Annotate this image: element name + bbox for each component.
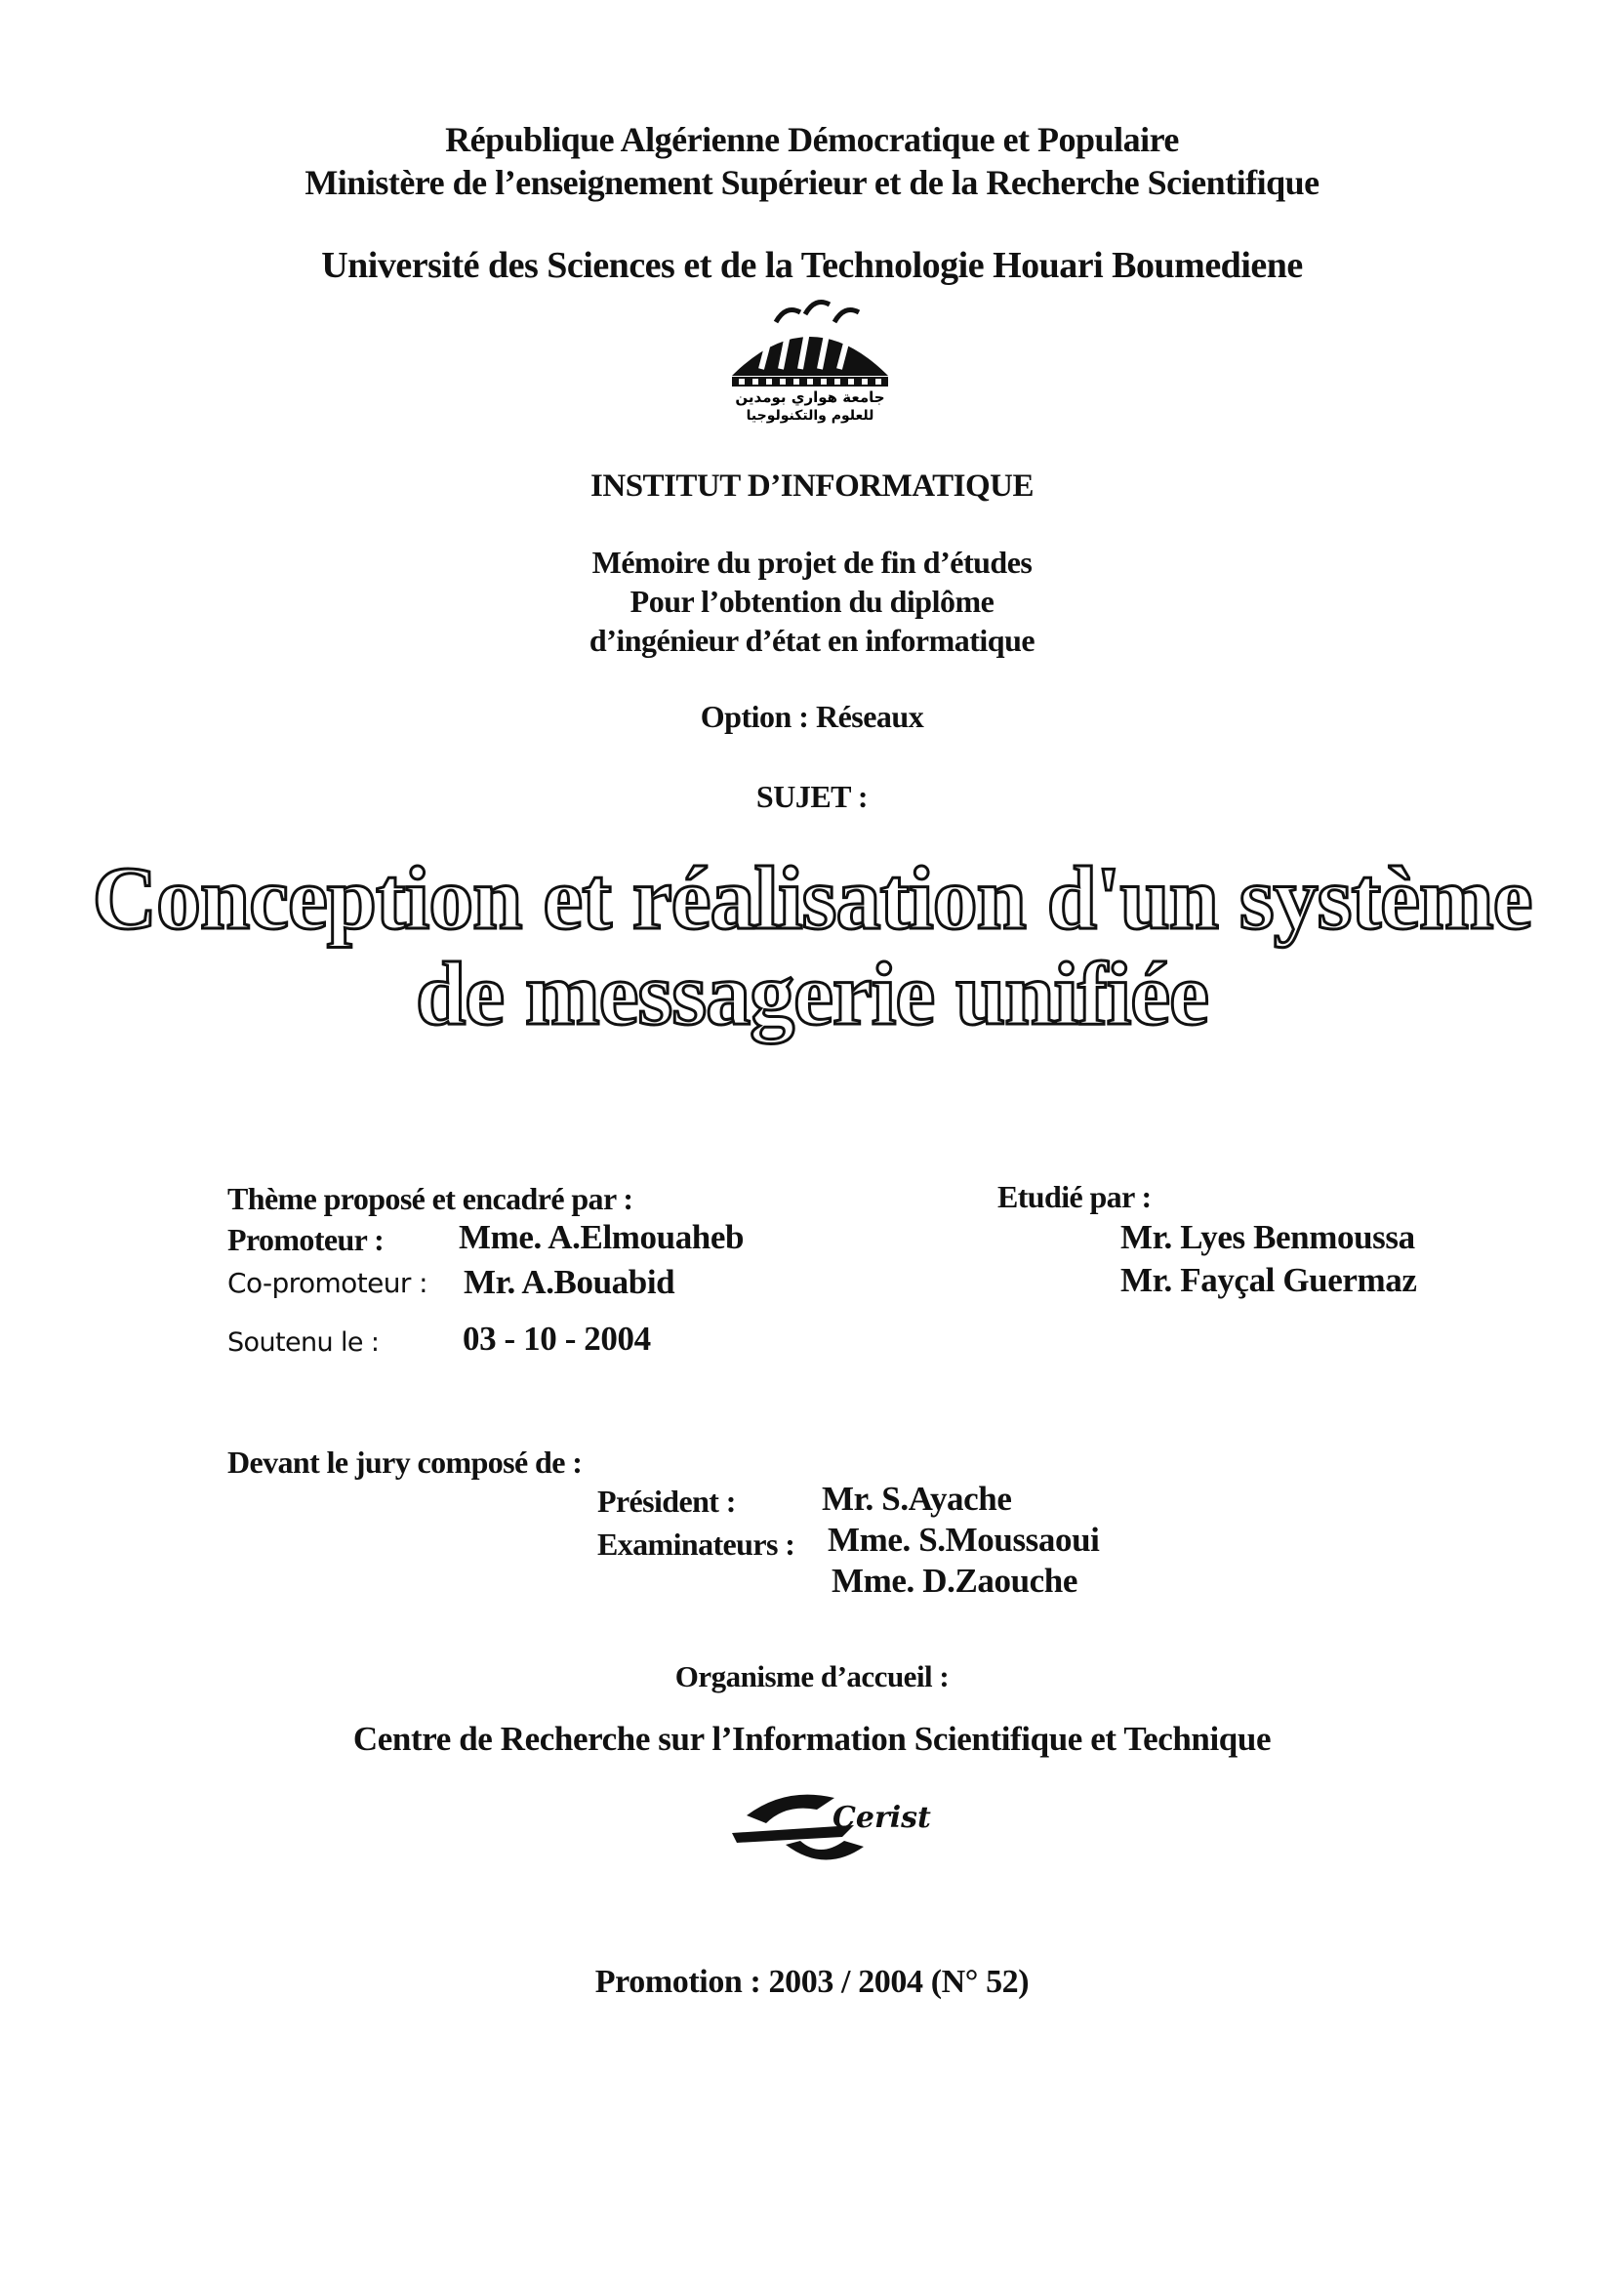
theme-label: Thème proposé et encadré par :	[227, 1181, 633, 1216]
thesis-title-line2: de messagerie unifiée	[416, 944, 1208, 1043]
examinateurs-label: Examinateurs :	[597, 1527, 795, 1562]
svg-text:Cerist: Cerist	[832, 1801, 931, 1835]
header-republic: République Algérienne Démocratique et Populaire	[445, 120, 1179, 159]
header-university: Université des Sciences et de la Technologie Houari Boumediene	[321, 245, 1303, 286]
soutenu-label: Soutenu le :	[227, 1327, 380, 1358]
svg-text:جامعة هواري بومدين: جامعة هواري بومدين	[735, 388, 885, 406]
option-label: Option : Réseaux	[700, 699, 924, 734]
jury-label: Devant le jury composé de :	[227, 1445, 583, 1480]
memoire-line1: Mémoire du projet de fin d’études	[591, 545, 1033, 580]
sujet-label: SUJET :	[755, 779, 869, 814]
svg-text:للعلوم والتكنولوجيا: للعلوم والتكنولوجيا	[746, 408, 874, 424]
copromoteur-name: Mr. A.Bouabid	[464, 1263, 675, 1301]
promoteur-label: Promoteur :	[227, 1222, 385, 1257]
accueil-name: Centre de Recherche sur l’Information Scientifique et Technique	[352, 1720, 1272, 1758]
header-ministry: Ministère de l’enseignement Supérieur et de la Recherche Scientifique	[304, 163, 1320, 202]
etudie-label: Etudié par :	[997, 1179, 1152, 1214]
president-label: Président :	[597, 1484, 736, 1519]
soutenu-date: 03 - 10 - 2004	[463, 1320, 651, 1358]
examinateur-1: Mme. S.Moussaoui	[828, 1521, 1100, 1559]
promotion-line: Promotion : 2003 / 2004 (N° 52)	[594, 1964, 1030, 2000]
president-name: Mr. S.Ayache	[822, 1480, 1012, 1518]
thesis-title-line1: Conception et réalisation d'un système	[92, 848, 1532, 948]
accueil-label: Organisme d’accueil :	[674, 1659, 950, 1693]
promoteur-name: Mme. A.Elmouaheb	[459, 1218, 745, 1256]
examinateur-2: Mme. D.Zaouche	[832, 1562, 1077, 1600]
usthb-logo-icon	[717, 293, 903, 425]
cerist-logo-icon	[727, 1776, 952, 1874]
memoire-line3: d’ingénieur d’état en informatique	[589, 623, 1035, 658]
institute-name: INSTITUT D’INFORMATIQUE	[590, 468, 1034, 504]
copromoteur-label: Co-promoteur :	[227, 1267, 427, 1299]
memoire-line2: Pour l’obtention du diplôme	[629, 584, 995, 619]
student-1: Mr. Lyes Benmoussa	[1120, 1218, 1415, 1256]
student-2: Mr. Fayçal Guermaz	[1120, 1261, 1417, 1299]
